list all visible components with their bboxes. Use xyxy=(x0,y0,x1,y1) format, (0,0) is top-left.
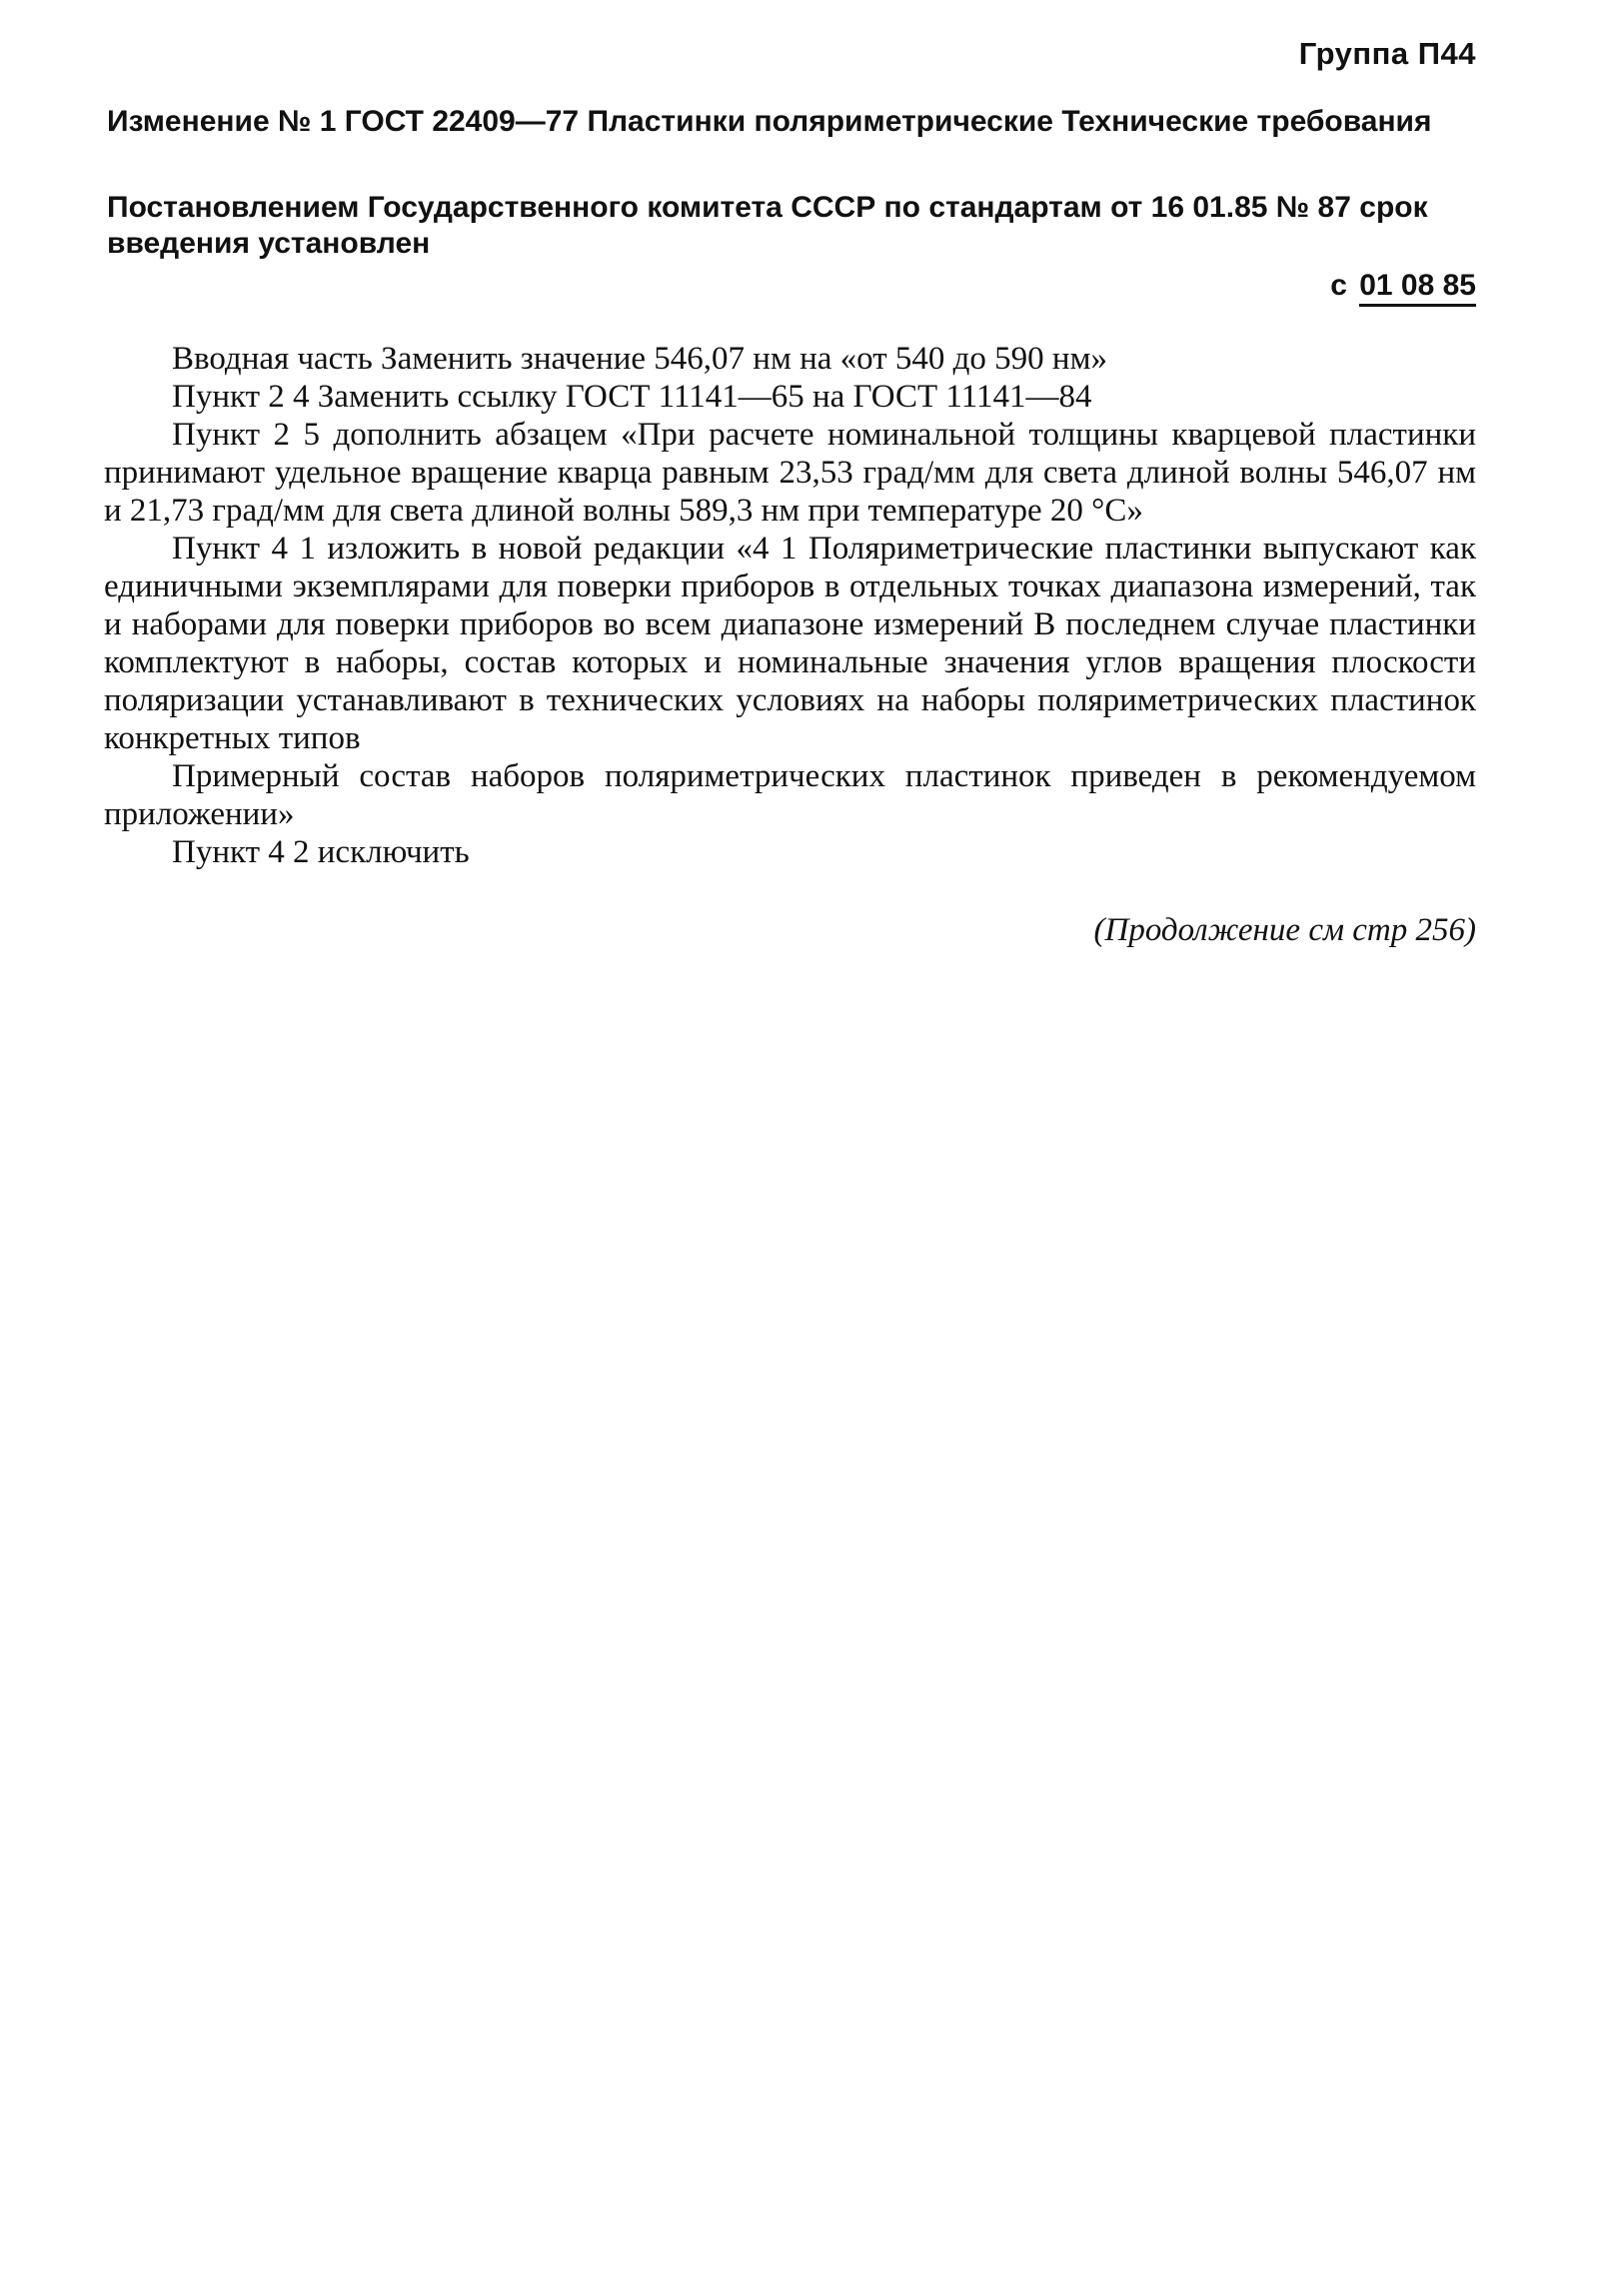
paragraph: Примерный состав наборов поляриметрических пластинок приведен в рекомендуемом приложении» xyxy=(104,758,1476,832)
effective-date-line xyxy=(1330,268,1476,304)
effective-date: 01 08 85 xyxy=(1359,269,1476,307)
continuation-note: (Продолжение см стр 256) xyxy=(1093,912,1476,948)
amendment-title: Изменение № 1 ГОСТ 22409—77 Пластинки поляриметрические Технические требования xyxy=(107,105,1432,138)
paragraph: Пункт 4 1 изложить в новой редакции «4 1 Поляриметрические пластинки выпускают как единичными экземплярами для поверки приборов в отдельных точках диапазона измерений, так и наборами для поверки приборов во всем диапазоне измерений В последнем случае пластинки комплектуют в наборы, состав которых и номинальные значения углов вращения плоскости поляризации устанавливают в технических условиях на наборы поляриметрических пластинок конкретных типов xyxy=(104,531,1476,756)
decree-text: Постановлением Государственного комитета СССР по стандартам от 16 01.85 № 87 срок введения установлен xyxy=(107,191,1428,260)
amendment-body xyxy=(104,340,1476,871)
paragraph: Пункт 4 2 исключить xyxy=(172,834,470,870)
paragraph: Вводная часть Заменить значение 546,07 нм на «от 540 до 590 нм» xyxy=(172,341,1107,377)
paragraph: Пункт 2 4 Заменить ссылку ГОСТ 11141—65 на ГОСТ 11141—84 xyxy=(172,379,1092,415)
effective-date-prefix: с xyxy=(1330,269,1347,302)
paragraph: Пункт 2 5 дополнить абзацем «При расчете номинальной толщины кварцевой пластинки принимают удельное вращение кварца равным 23,53 град/мм для света длиной волны 546,07 нм и 21,73 град/мм для света длиной волны 589,3 нм при температуре 20 °С» xyxy=(104,417,1476,529)
group-code: Группа П44 xyxy=(1298,36,1476,71)
